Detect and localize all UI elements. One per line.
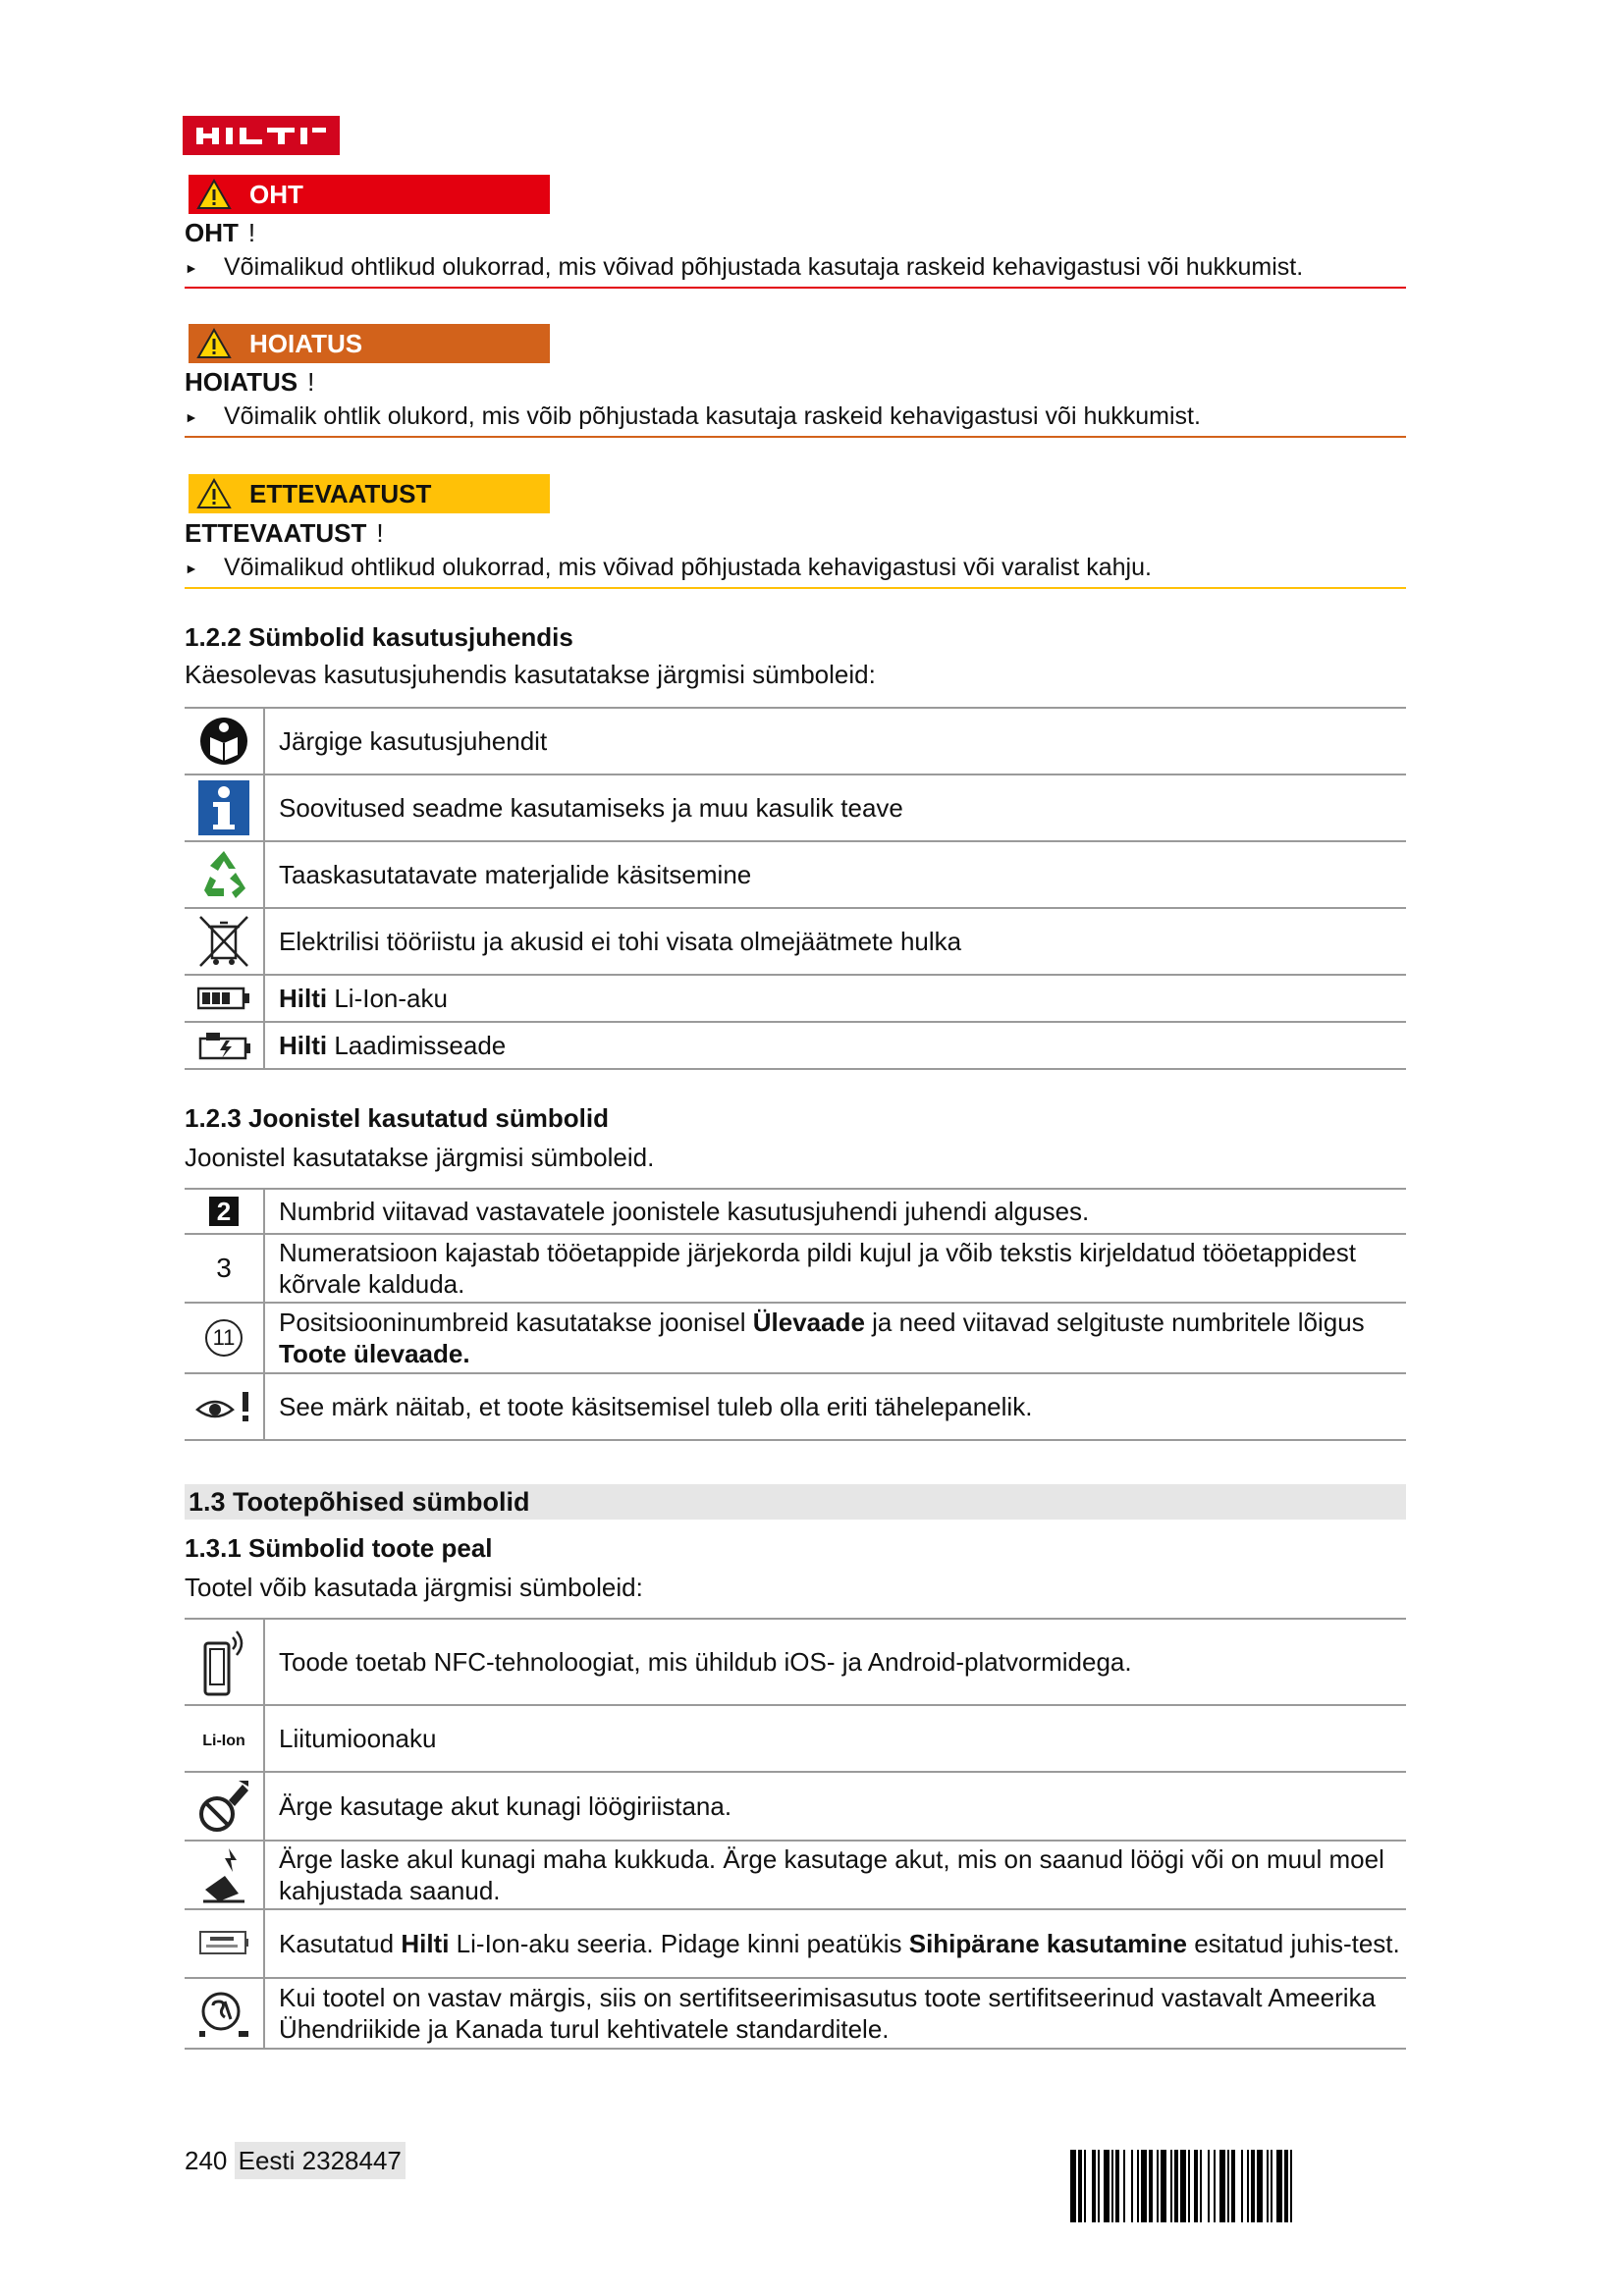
hilti-logo (183, 116, 340, 155)
barcode-bar (1084, 2150, 1086, 2222)
page-number: 240 (185, 2146, 228, 2175)
symbol-text: Elektrilisi tööriistu ja akusid ei tohi visata olmejäätmete hulka (264, 908, 1406, 975)
symbol-text: See märk näitab, et toote käsitsemisel tuleb olla eriti tähelepanelik. (264, 1373, 1406, 1440)
barcode-bar (1078, 2150, 1082, 2222)
section-1-2-3-title: 1.2.3 Joonistel kasutatud sümbolid (185, 1103, 609, 1133)
barcode-bar (1141, 2150, 1147, 2222)
symbol-text: Numbrid viitavad vastavatele joonistele kasutusjuhendi juhendi alguses. (264, 1189, 1406, 1234)
table-row (185, 708, 1406, 774)
symbol-text: Numeratsioon kajastab tööetappide järjekorda pildi kujul ja võib tekstis kirjeldatud tööetappidest kõrvale kalduda. (264, 1234, 1406, 1303)
barcode-bar (1123, 2150, 1125, 2222)
barcode-bar (1247, 2150, 1249, 2222)
battery-icon (197, 987, 250, 1010)
symbol-text: Kasutatud Hilti Li-Ion-aku seeria. Pidage kinni peatükis Sihipärane kasutamine esitatud juhis-test. (264, 1909, 1406, 1978)
crossed-bin-icon (196, 913, 251, 970)
symbol-text: Hilti Laadimisseade (264, 1022, 1406, 1069)
barcode-bar (1092, 2150, 1096, 2222)
section-1-2-2-title: 1.2.2 Sümbolid kasutusjuhendis (185, 622, 573, 652)
symbol-text: Hilti Li-Ion-aku (264, 975, 1406, 1022)
barcode-bar (1271, 2150, 1272, 2222)
barcode-bar (1170, 2150, 1172, 2222)
caution-description: ► Võimalikud ohtlikud olukorrad, mis võivad põhjustada kehavigastusi või varalist kahju. (185, 554, 1152, 581)
table-row (185, 1841, 1406, 1909)
charger-icon (196, 1031, 251, 1060)
table-row (185, 1978, 1406, 2049)
hilti-logo-icon (183, 116, 340, 155)
no-drop-icon (199, 1846, 248, 1903)
symbol-text: Ärge laske akul kunagi maha kukkuda. Ärge kasutage akut, mis on saanud löögi või on muul moel kahjustada saanud. (264, 1841, 1406, 1909)
recycle-icon (196, 847, 251, 902)
position-number-icon: 11 (205, 1319, 243, 1357)
barcode-bar (1137, 2150, 1139, 2222)
section-1-3-1-intro: Tootel võib kasutada järgmisi sümboleid: (185, 1573, 643, 1602)
danger-description: ► Võimalikud ohtlikud olukorrad, mis võivad põhjustada kasutaja raskeid kehavigastusi või hukkumist. (185, 253, 1304, 281)
table-row (185, 1705, 1406, 1772)
danger-divider (185, 287, 1406, 289)
table-row (185, 1022, 1406, 1069)
bullet-arrow-icon: ► (185, 260, 198, 277)
barcode-bar (1219, 2150, 1225, 2222)
barcode-bar (1131, 2150, 1133, 2222)
barcode-bar (1174, 2150, 1178, 2222)
barcode-bar (1157, 2150, 1159, 2222)
section-1-2-2-intro: Käesolevas kasutusjuhendis kasutatakse järgmisi sümboleid: (185, 660, 876, 689)
table-row (185, 1234, 1406, 1303)
li-ion-icon: Li-Ion (202, 1732, 245, 1749)
barcode-bar (1111, 2150, 1113, 2222)
warning-triangle-icon (196, 328, 232, 359)
warning-signal-word: HOIATUS ! (185, 367, 315, 397)
table-row (185, 1303, 1406, 1373)
warning-signal-bar (189, 324, 550, 363)
symbols-drawings-table (185, 1188, 1406, 1441)
step-number-icon: 3 (216, 1253, 232, 1283)
table-row (185, 1373, 1406, 1440)
section-1-2-3-intro: Joonistel kasutatakse järgmisi sümboleid. (185, 1143, 655, 1172)
barcode-bar (1214, 2150, 1216, 2222)
page-footer (185, 2146, 406, 2176)
barcode-icon (1070, 2150, 1406, 2222)
symbol-text: Järgige kasutusjuhendit (264, 708, 1406, 774)
table-row (185, 841, 1406, 908)
barcode-bar (1276, 2150, 1282, 2222)
table-row (185, 774, 1406, 841)
symbol-text: Positsiooninumbreid kasutatakse joonisel Ülevaade ja need viitavad selgituste numbritele lõigus Toote ülevaade. (264, 1303, 1406, 1373)
bullet-arrow-icon: ► (185, 409, 198, 426)
barcode-bar (1284, 2150, 1288, 2222)
warning-divider (185, 436, 1406, 438)
attention-eye-icon (195, 1390, 252, 1423)
danger-signal-bar (189, 175, 550, 214)
symbol-text: Taaskasutatavate materjalide käsitsemine (264, 841, 1406, 908)
table-row (185, 1189, 1406, 1234)
barcode-bar (1115, 2150, 1119, 2222)
csa-icon (197, 1988, 250, 2039)
warning-description: ► Võimalik ohtlik olukord, mis võib põhjustada kasutaja raskeid kehavigastusi või hukkumist. (185, 402, 1201, 430)
battery-series-icon (198, 1930, 249, 1957)
table-row (185, 1772, 1406, 1841)
barcode-bar (1194, 2150, 1198, 2222)
document-code: 2328447 (301, 2146, 402, 2175)
barcode-bar (1290, 2150, 1292, 2222)
barcode-bar (1104, 2150, 1110, 2222)
barcode-bar (1161, 2150, 1166, 2222)
nfc-phone-icon (199, 1624, 248, 1700)
symbols-manual-table (185, 707, 1406, 1070)
barcode-bar (1267, 2150, 1269, 2222)
language-label: Eesti 2328447 (235, 2142, 406, 2179)
table-row (185, 1619, 1406, 1705)
bullet-arrow-icon: ► (185, 561, 198, 577)
barcode-bar (1070, 2150, 1076, 2222)
symbols-product-table (185, 1618, 1406, 2050)
barcode (1070, 2150, 1406, 2222)
symbol-text: Ärge kasutage akut kunagi löögiriistana. (264, 1772, 1406, 1841)
caution-divider (185, 587, 1406, 589)
danger-signal-label: OHT (249, 180, 303, 209)
barcode-bar (1231, 2150, 1235, 2222)
section-1-3-1-title: 1.3.1 Sümbolid toote peal (185, 1533, 493, 1563)
symbol-text: Toode toetab NFC-tehnoloogiat, mis ühildub iOS- ja Android-platvormidega. (264, 1619, 1406, 1705)
symbol-text: Soovitused seadme kasutamiseks ja muu kasulik teave (264, 774, 1406, 841)
barcode-bar (1098, 2150, 1100, 2222)
barcode-bar (1257, 2150, 1263, 2222)
caution-signal-label: ETTEVAATUST (249, 479, 432, 508)
section-1-3-header (185, 1484, 1406, 1520)
barcode-bar (1200, 2150, 1202, 2222)
number-box-icon: 2 (209, 1197, 239, 1226)
danger-signal-word: OHT ! (185, 218, 256, 247)
barcode-bar (1251, 2150, 1255, 2222)
caution-signal-word: ETTEVAATUST ! (185, 518, 384, 548)
barcode-bar (1149, 2150, 1153, 2222)
manual-icon (198, 716, 249, 767)
barcode-bar (1208, 2150, 1210, 2222)
symbol-text: Liitumioonaku (264, 1705, 1406, 1772)
caution-signal-bar (189, 474, 550, 513)
info-icon (198, 780, 249, 835)
barcode-bar (1180, 2150, 1186, 2222)
table-row (185, 908, 1406, 975)
barcode-bar (1227, 2150, 1229, 2222)
no-hammer-icon (197, 1779, 250, 1834)
table-row (185, 975, 1406, 1022)
warning-triangle-icon (196, 179, 232, 210)
barcode-bar (1188, 2150, 1190, 2222)
table-row (185, 1909, 1406, 1978)
symbol-text: Kui tootel on vastav märgis, siis on sertifitseerimisasutus toote sertifitseerinud vastavalt Ameerika Ühendriikide ja Kanada turul kehtivatele standarditele. (264, 1978, 1406, 2049)
section-1-3-title: 1.3 Tootepõhised sümbolid (189, 1487, 530, 1517)
barcode-bar (1241, 2150, 1243, 2222)
warning-triangle-icon (196, 478, 232, 509)
warning-signal-label: HOIATUS (249, 329, 363, 358)
